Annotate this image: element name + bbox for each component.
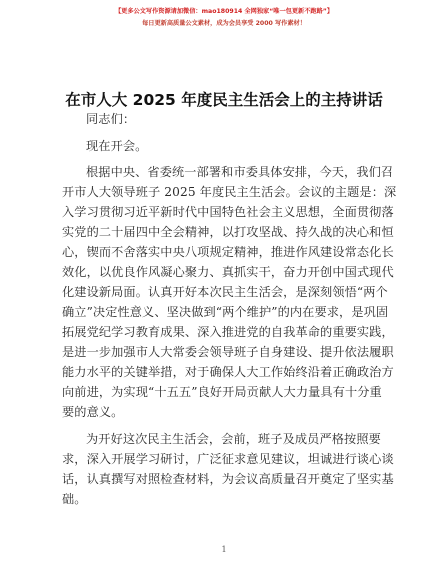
paragraph-line: 实党的二十届四中全会精神，以打攻坚战、持久战的决心和恒 [62, 225, 394, 239]
paragraph-line: 现在开会。 [86, 139, 148, 153]
salutation-line: 同志们： [86, 112, 136, 126]
paragraph-line: 根据中央、省委统一部署和市委具体安排，今天，我们召 [86, 165, 394, 179]
paragraph-line: 话，认真撰写对照检查材料，为会议高质量召开奠定了坚实基 [62, 472, 394, 486]
promo-banner-line-2: 每日更新高质量公文素材，成为会员享受 2000 写作素材！ [142, 20, 306, 27]
paragraph-line: 向前进，为实现“十五五”良好开局贡献人大力量具有十分重 [62, 385, 382, 399]
paragraph-line: 求，深入开展学习研讨，广泛征求意见建议，坦诚进行谈心谈 [62, 452, 394, 466]
paragraph-line: 拓展党纪学习教育成果、深入推进党的自我革命的重要实践， [62, 325, 394, 339]
promo-banner-line-1: 【更多公文写作资源请加微信：mao180914 全网独家“唯一包更新不跑路”】 [114, 8, 334, 15]
paragraph-line: 为开好这次民主生活会，会前，班子及成员严格按照要 [86, 432, 381, 446]
paragraph-line: 能力水平的关键举措，对于确保人大工作始终沿着正确政治方 [62, 365, 394, 379]
paragraph-line: 入学习贯彻习近平新时代中国特色社会主义思想，全面贯彻落 [62, 205, 394, 219]
page-number: 1 [221, 545, 227, 554]
paragraph-line: 开市人大领导班子 2025 年度民主生活会。会议的主题是：深 [62, 185, 397, 199]
paragraph-line: 是进一步加强市人大常委会领导班子自身建设、提升依法履职 [62, 345, 394, 359]
document-title: 在市人大 2025 年度民主生活会上的主持讲话 [65, 91, 383, 109]
paragraph-line: 心，锲而不舍落实中央八项规定精神，推进作风建设常态化长 [62, 245, 394, 259]
paragraph-line: 础。 [62, 492, 87, 506]
paragraph-line: 化建设新局面。认真开好本次民主生活会，是深刻领悟“两个 [62, 285, 388, 299]
paragraph-line: 确立”决定性意义、坚决做到“两个维护”的内在要求，是巩固 [62, 305, 389, 319]
paragraph-line: 要的意义。 [62, 405, 124, 419]
paragraph-line: 效化，以优良作风凝心聚力、真抓实干，奋力开创中国式现代 [62, 265, 394, 279]
